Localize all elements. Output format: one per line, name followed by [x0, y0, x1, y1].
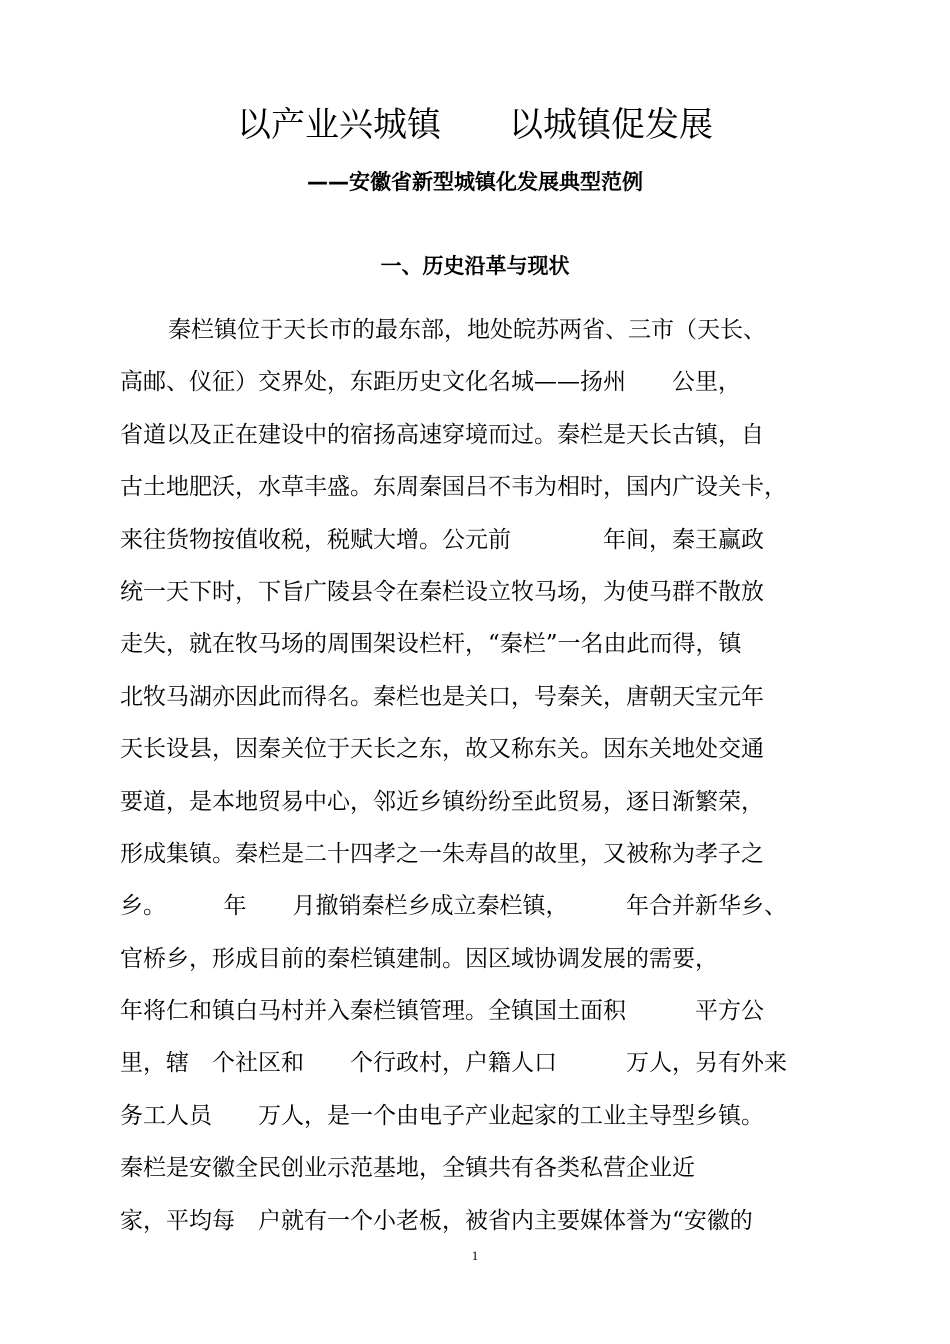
- body-line: 走失，就在牧马场的周围架设栏杆，“秦栏”一名由此而得，镇: [120, 631, 742, 658]
- body-line: 乡。 年 月撤销秦栏乡成立秦栏镇， 年合并新华乡、: [120, 893, 787, 920]
- body-line: 古土地肥沃，水草丰盛。东周秦国吕不韦为相时，国内广设关卡，: [120, 474, 787, 501]
- document-title: 以产业兴城镇 以城镇促发展: [237, 105, 713, 145]
- body-line: 秦栏镇位于天长市的最东部，地处皖苏两省、三市（天长、: [168, 317, 766, 343]
- body-line: 里，辖 个社区和 个行政村，户籍人口 万人，另有外来: [120, 1050, 787, 1077]
- body-line: 来往货物按值收税，税赋大增。公元前 年间，秦王赢政: [120, 526, 764, 553]
- body-line: 秦栏是安徽全民创业示范基地，全镇共有各类私营企业近: [120, 1155, 695, 1182]
- body-line: 天长设县，因秦关位于天长之东，故又称东关。因东关地处交通: [120, 736, 764, 763]
- section-heading: 一、历史沿革与现状: [380, 254, 570, 278]
- body-text: [120, 310, 836, 1253]
- page-number: 1: [471, 1248, 479, 1263]
- body-line: 年将仁和镇白马村并入秦栏镇管理。全镇国土面积 平方公: [120, 998, 764, 1025]
- body-line: 高邮、仪征）交界处，东距历史文化名城——扬州 公里，: [120, 369, 741, 396]
- body-line: 官桥乡，形成目前的秦栏镇建制。因区域协调发展的需要，: [120, 945, 718, 972]
- body-line: 北牧马湖亦因此而得名。秦栏也是关口，号秦关，唐朝天宝元年: [120, 683, 764, 710]
- document-subtitle: ——安徽省新型城镇化发展典型范例: [307, 170, 643, 194]
- body-line: 形成集镇。秦栏是二十四孝之一朱寿昌的故里，又被称为孝子之: [120, 840, 764, 867]
- body-line: 家，平均每 户就有一个小老板，被省内主要媒体誉为“安徽的: [120, 1207, 753, 1234]
- body-line: 省道以及正在建设中的宿扬高速穿境而过。秦栏是天长古镇，自: [120, 421, 764, 448]
- body-line: 要道，是本地贸易中心，邻近乡镇纷纷至此贸易，逐日渐繁荣，: [120, 788, 764, 815]
- body-line: 统一天下时，下旨广陵县令在秦栏设立牧马场，为使马群不散放: [120, 578, 764, 605]
- body-line: 务工人员 万人，是一个由电子产业起家的工业主导型乡镇。: [120, 1102, 764, 1129]
